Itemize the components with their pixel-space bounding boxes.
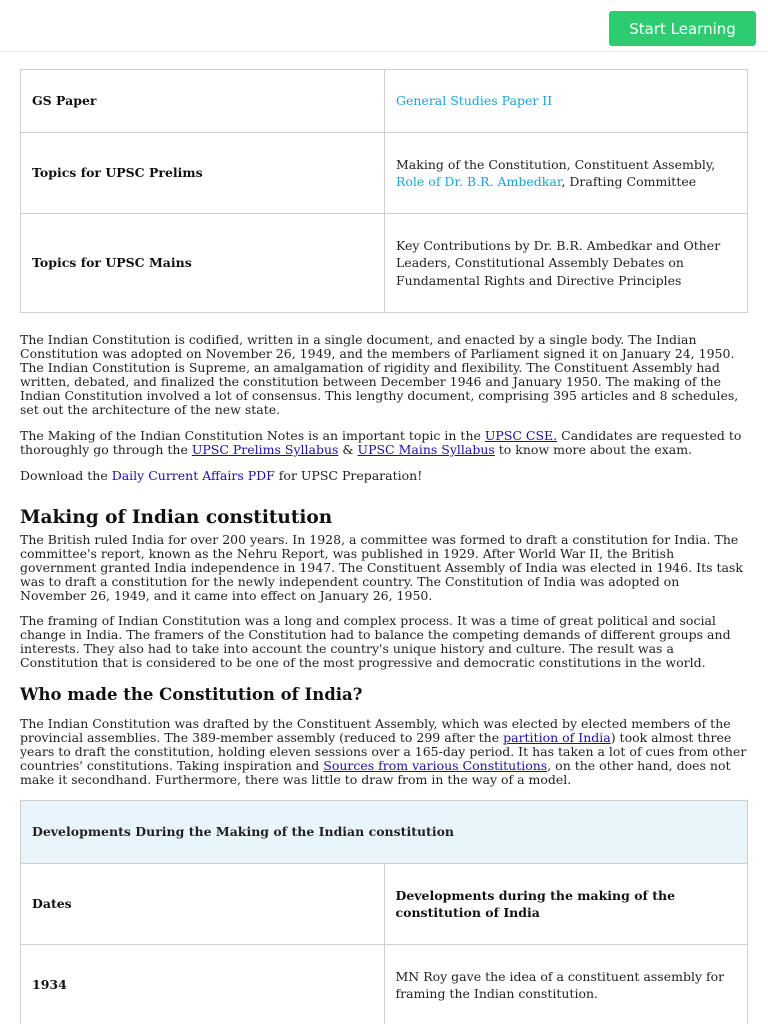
sources-constitutions-link[interactable]: Sources from various Constitutions	[323, 758, 548, 773]
overview-table	[20, 69, 748, 313]
column-header: Dates	[21, 864, 385, 945]
row-value: Making of the Constitution, Constituent Assembly, Role of Dr. B.R. Ambedkar, Drafting Committee	[385, 133, 748, 214]
table-title-row	[21, 801, 748, 864]
table-header-row	[21, 864, 748, 945]
row-label: Topics for UPSC Mains	[21, 214, 385, 313]
intro-paragraph: The Indian Constitution is codified, written in a single document, and enacted by a single body. The Indian Constitution was adopted on November 26, 1949, and the members of Parliament signed it on January 24, 1950. The Indian Constitution is Supreme, an amalgamation of rigidity and flexibility. The Constituent Assembly had written, debated, and finalized the constitution between December 1946 and January 1950. The making of the Indian Constitution involved a lot of consensus. This lengthy document, comprising 395 articles and 8 schedules, set out the architecture of the new state.	[20, 332, 739, 417]
event-cell: MN Roy gave the idea of a constituent assembly for framing the Indian constitution.	[384, 945, 748, 1024]
download-paragraph: Download the Daily Current Affairs PDF for UPSC Preparation!	[20, 468, 423, 483]
row-label: GS Paper	[21, 70, 385, 133]
section-heading: Making of Indian constitution	[20, 507, 333, 528]
date-cell: 1934	[21, 945, 385, 1024]
table-row	[21, 945, 748, 1024]
section-heading: Who made the Constitution of India?	[20, 685, 363, 704]
column-header: Developments during the making of the constitution of India	[384, 864, 748, 945]
table-title: Developments During the Making of the Indian constitution	[21, 801, 748, 864]
partition-link[interactable]: partition of India	[503, 730, 611, 745]
ambedkar-role-link[interactable]: Role of Dr. B.R. Ambedkar	[396, 174, 562, 189]
section-paragraph: The framing of Indian Constitution was a long and complex process. It was a time of great political and social change in India. The framers of the Constitution had to balance the competing demands of different groups and interests. They also had to take into account the country's unique history and culture. The result was a Constitution that is considered to be one of the most progressive and democratic constitutions in the world.	[20, 613, 731, 670]
prelims-syllabus-link[interactable]: UPSC Prelims Syllabus	[191, 442, 339, 457]
intro-paragraph-links: The Making of the Indian Constitution Notes is an important topic in the UPSC CSE. Candidates are requested to thoroughly go through the UPSC Prelims Syllabus & UPSC Mains Syllabus to know more about the exam.	[20, 428, 742, 457]
start-learning-button[interactable]: Start Learning	[609, 11, 756, 46]
current-affairs-pdf-link[interactable]: Daily Current Affairs PDF	[111, 468, 275, 483]
row-value: Key Contributions by Dr. B.R. Ambedkar and Other Leaders, Constitutional Assembly Debates on Fundamental Rights and Directive Principles	[385, 214, 748, 313]
table-row	[21, 133, 748, 214]
table-row	[21, 70, 748, 133]
top-bar	[0, 0, 768, 52]
developments-table	[20, 800, 748, 1024]
upsc-cse-link[interactable]: UPSC CSE.	[484, 428, 558, 443]
article-content	[20, 69, 748, 1024]
section-paragraph: The Indian Constitution was drafted by the Constituent Assembly, which was elected by elected members of the provincial assemblies. The 389-member assembly (reduced to 299 after the partition of India) took almost three years to draft the constitution, holding eleven sessions over a 165-day period. It has taken a lot of cues from other countries' constitutions. Taking inspiration and Sources from various Constitutions, on the other hand, does not make it secondhand. Furthermore, there was little to draw from in the way of a model.	[20, 716, 747, 787]
table-row	[21, 214, 748, 313]
mains-syllabus-link[interactable]: UPSC Mains Syllabus	[357, 442, 495, 457]
row-label: Topics for UPSC Prelims	[21, 133, 385, 214]
gs-paper-link[interactable]: General Studies Paper II	[385, 70, 748, 133]
section-paragraph: The British ruled India for over 200 years. In 1928, a committee was formed to draft a constitution for India. The committee's report, known as the Nehru Report, was published in 1929. After World War II, the British government granted India independence in 1947. The Constituent Assembly of India was elected in 1946. Its task was to draft a constitution for the newly independent country. The Constitution of India was adopted on November 26, 1949, and it came into effect on January 26, 1950.	[20, 532, 743, 603]
